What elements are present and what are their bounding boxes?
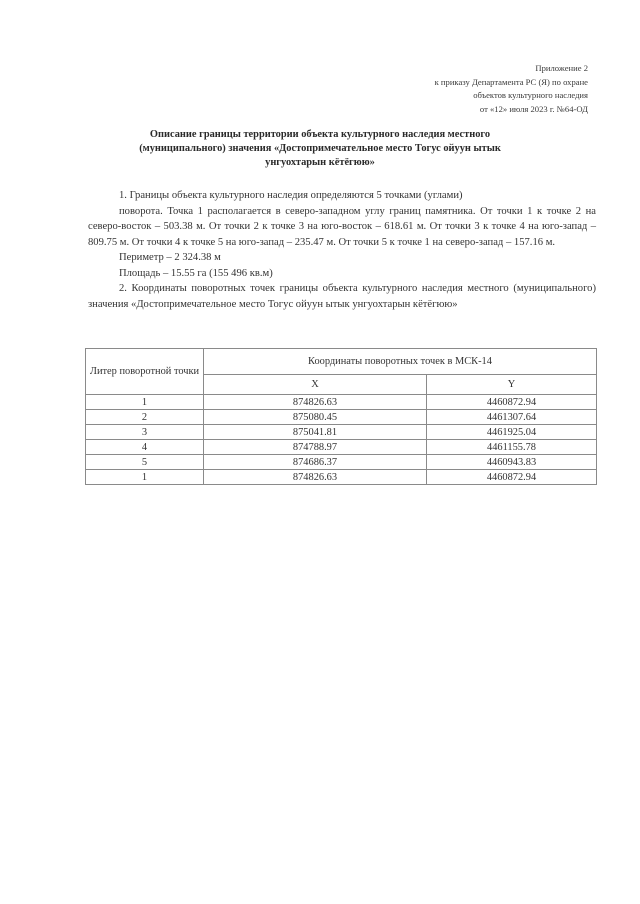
- appendix-header: [435, 62, 588, 116]
- title-line-3: унгуохтарын кётёгюю»: [265, 157, 375, 168]
- paragraph-1-first-line: 1. Границы объекта культурного наследия определяются 5 точками (углами): [119, 190, 463, 201]
- cell-point: 4: [86, 440, 204, 455]
- cell-point: 2: [86, 410, 204, 425]
- document-title: [90, 128, 550, 170]
- table-row: [86, 410, 597, 425]
- coordinates-table: [85, 348, 597, 485]
- coordinates-table-wrapper: [85, 348, 597, 485]
- table-header-row: [86, 349, 597, 375]
- cell-x: 875080.45: [204, 410, 427, 425]
- cell-y: 4461155.78: [427, 440, 597, 455]
- appendix-line-2: к приказу Департамента РС (Я) по охране: [434, 76, 588, 87]
- cell-y: 4461925.04: [427, 425, 597, 440]
- cell-point: 1: [86, 395, 204, 410]
- paragraph-1-continuation: [88, 204, 596, 251]
- table-row: [86, 470, 597, 485]
- cell-x: 874826.63: [204, 395, 427, 410]
- appendix-line-4: от «12» июля 2023 г. №64-ОД: [479, 103, 588, 114]
- cell-y: 4460872.94: [427, 470, 597, 485]
- paragraph-2: 2. Координаты поворотных точек границы объекта культурного наследия местного (муниципального) значения «Достопримечательное место Тогус ойуун ытык унгуохтарын кётёгюю»: [88, 283, 596, 310]
- cell-point: 1: [86, 470, 204, 485]
- appendix-line-1: Приложение 2: [535, 63, 588, 73]
- cell-point: 5: [86, 455, 204, 470]
- title-line-2: (муниципального) значения «Достопримечательное место Тогус ойуун ытык: [139, 143, 501, 154]
- cell-x: 874686.37: [204, 455, 427, 470]
- header-x: X: [204, 375, 427, 395]
- table-row: [86, 440, 597, 455]
- cell-y: 4460943.83: [427, 455, 597, 470]
- title-line-1: Описание границы территории объекта культурного наследия местного: [149, 129, 491, 140]
- area-line: Площадь – 15.55 га (155 496 кв.м): [119, 267, 273, 279]
- document-body: [88, 188, 596, 312]
- header-point: Литер поворотной точки: [86, 349, 204, 395]
- cell-y: 4460872.94: [427, 395, 597, 410]
- table-row: [86, 425, 597, 440]
- cell-x: 874826.63: [204, 470, 427, 485]
- header-coordinates: Координаты поворотных точек в МСК-14: [204, 349, 597, 375]
- cell-point: 3: [86, 425, 204, 440]
- perimeter-line: Периметр – 2 324.38 м: [119, 252, 221, 263]
- cell-y: 4461307.64: [427, 410, 597, 425]
- table-row: [86, 395, 597, 410]
- cell-x: 875041.81: [204, 425, 427, 440]
- header-y: Y: [427, 375, 597, 395]
- table-row: [86, 455, 597, 470]
- cell-x: 874788.97: [204, 440, 427, 455]
- paragraph-1-text: поворота. Точка 1 располагается в северо-западном углу границ памятника. От точки 1 к точке 2 на северо-восток – 503.38 м. От точки 2 к точке 3 на юго-восток – 618.61 м. От точки 3 к точке 4 на юго-запад – 809.75 м. От точки 4 к точке 5 на юго-запад – 235.47 м. От точки 5 к точке 1 на северо-запад – 157.16 м.: [88, 205, 596, 248]
- appendix-line-3: объектов культурного наследия: [473, 90, 588, 100]
